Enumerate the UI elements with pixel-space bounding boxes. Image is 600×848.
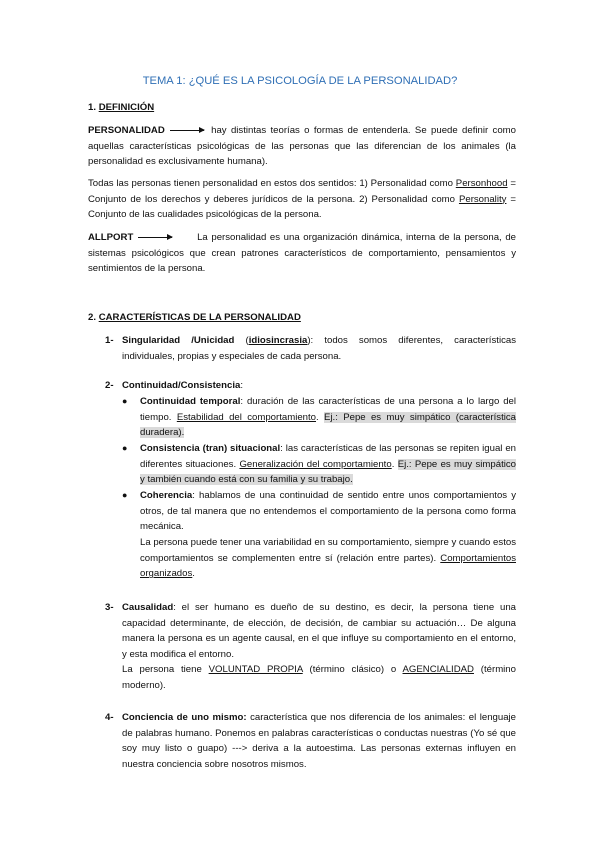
personalidad-paragraph [88, 123, 516, 170]
item-1-term: Singularidad /Unicidad [122, 335, 235, 346]
item-1-number: 1- [105, 335, 114, 346]
bullet-icon: ● [122, 490, 128, 500]
section-2-heading [88, 310, 301, 326]
item-4-text [122, 710, 516, 772]
bullet-3-body: : hablamos de una continuidad de sentido entre unos comportamientos y otros, de tal manera que no entendemos el comportamiento de la persona como forma mecánica. [140, 490, 516, 533]
item-1-text [122, 333, 516, 364]
item-3-number: 3- [105, 602, 114, 613]
item-3-paragraph-2 [122, 662, 516, 693]
bullet-3-underlined: Comportamientos organizados [140, 552, 516, 580]
agencialidad-term: AGENCIALIDAD [402, 664, 474, 675]
item-4-number: 4- [105, 712, 114, 723]
bullet-icon: ● [122, 443, 128, 453]
item-4-body: característica que nos diferencia de los animales: el lenguaje de palabras humano. Ponemos en palabras características o conductas nuestras (Yo sé que soy muy listo o guapo) ---> deriva a la autoestima. Las personas externas influyen en nuestra conciencia sobre nosotros mismos. [122, 712, 516, 770]
item-3-p2a: La persona tiene [122, 664, 202, 675]
bullet-2-term: Consistencia (tran) situacional [140, 443, 281, 454]
section-2-number: 2. [88, 312, 97, 323]
personhood-term: Personhood [455, 178, 508, 189]
sentidos-text-b: = Conjunto de los derechos y deberes jurídicos de la persona. 2) Personalidad como [88, 178, 516, 205]
section-1-heading [88, 100, 154, 116]
bullet-1-dot: . [316, 411, 319, 423]
item-2-colon: : [240, 380, 244, 391]
arrow-icon [170, 130, 204, 131]
personalidad-term: PERSONALIDAD [88, 125, 165, 136]
bullet-1-text [140, 394, 516, 441]
bullet-2-text [140, 441, 516, 488]
bullet-2-dot: . [391, 458, 395, 470]
item-2-number: 2- [105, 380, 114, 391]
bullet-3-p2: La persona puede tener una variabilidad en su comportamiento, siempre y cuando estos comportamientos se complementen entre sí (relación entre partes). [140, 537, 516, 564]
item-3-p2b: (término clásico) o [309, 664, 397, 675]
voluntad-propia-term: VOLUNTAD PROPIA [208, 664, 303, 675]
item-2-text [122, 378, 516, 394]
section-1-title: DEFINICIÓN [98, 102, 155, 113]
item-3-body: : el ser humano es dueño de su destino, es decir, la persona tiene una capacidad determinante, de elección, de decisión, de cambiar su actuación… De alguna manera la persona es un agente causal, en el que influye su comportamiento en el entorno, y esta modifica el entorno. [122, 602, 516, 660]
bullet-3-dot: . [192, 568, 195, 580]
item-3-p2c: (término moderno). [122, 664, 516, 691]
allport-paragraph [88, 230, 516, 277]
item-1-open: ( [245, 335, 249, 346]
arrow-icon [138, 237, 172, 238]
bullet-3-paragraph-2 [140, 535, 516, 582]
section-2-title: CARACTERÍSTICAS DE LA PERSONALIDAD [98, 312, 301, 323]
item-4-term: Conciencia de uno mismo: [122, 712, 247, 723]
sentidos-text-c: = Conjunto de las cualidades psicológicas de la persona. [88, 193, 516, 221]
bullet-1-example: Ej.: Pepe es muy simpático (característica duradera). [140, 411, 516, 439]
item-2-term: Continuidad/Consistencia [122, 380, 241, 391]
bullet-2-example: Ej.: Pepe es muy simpático y también cuando está con su familia y su trabajo. [140, 458, 517, 486]
personalidad-text: hay distintas teorías o formas de entenderla. Se puede definir como aquellas características psicológicas de las personas que las diferencian de los animales (la personalidad es exclusivamente humana). [88, 125, 516, 168]
bullet-3-term: Coherencia [140, 490, 193, 501]
section-1-number: 1. [88, 102, 97, 113]
page-title: TEMA 1: ¿QUÉ ES LA PSICOLOGÍA DE LA PERSONALIDAD? [142, 75, 458, 87]
item-3-term: Causalidad [122, 602, 174, 613]
sentidos-text-a: Todas las personas tienen personalidad en estos dos sentidos: 1) Personalidad como [88, 178, 453, 189]
bullet-1-body: : duración de las características de una persona a lo largo del tiempo. [140, 396, 516, 423]
allport-term: ALLPORT [88, 232, 134, 243]
bullet-2-underlined: Generalización del comportamiento [239, 458, 392, 470]
allport-text: La personalidad es una organización dinámica, interna de la persona, de sistemas psicológicos que crean patrones característicos de comportamiento, pensamientos y sentimientos de la persona. [88, 232, 516, 275]
bullet-1-term: Continuidad temporal [140, 396, 241, 407]
bullet-2-body: : las características de las personas se repiten igual en diferentes situaciones. [140, 443, 516, 470]
bullet-3-text [140, 488, 516, 535]
bullet-icon: ● [122, 396, 128, 406]
item-1-rest: ): todos somos diferentes, características individuales, propias y especiales de cada persona. [122, 335, 516, 362]
personality-term: Personality [458, 193, 507, 205]
bullet-1-underlined: Estabilidad del comportamiento [176, 411, 317, 423]
idiosincrasia-term: idiosincrasia [248, 335, 308, 346]
item-3-text [122, 600, 516, 662]
sentidos-paragraph [88, 176, 516, 223]
